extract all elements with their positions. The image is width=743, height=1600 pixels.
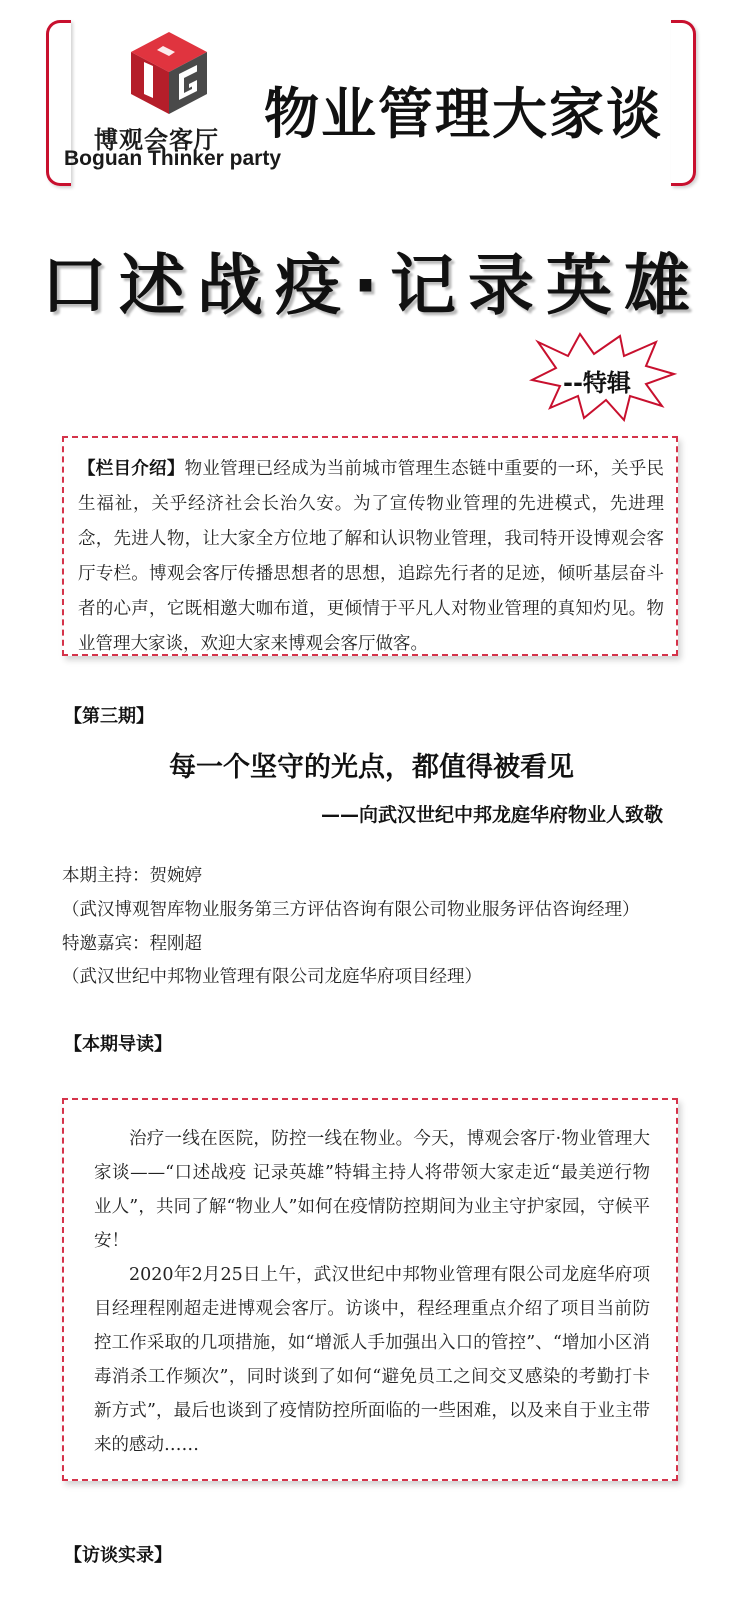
guide-paragraph: 治疗一线在医院，防控一线在物业。今天，博观会客厅·物业管理大家谈——“口述战疫 记录英雄”特辑主持人将带领大家走近“最美逆行物业人”，共同了解“物业人”如何在疫情防控期间为业主守护家园，守候平安！ bbox=[94, 1129, 650, 1251]
guide-box bbox=[62, 1098, 678, 1481]
header-bracket-right bbox=[671, 20, 696, 186]
column-title: 物业管理大家谈 bbox=[264, 82, 664, 146]
host-line: 本期主持：贺婉婷 bbox=[62, 866, 202, 886]
logo-cube-icon bbox=[129, 32, 209, 114]
guide-paragraph: 2020年2月25日上午，武汉世纪中邦物业管理有限公司龙庭华府项目经理程刚超走进博观会客厅。访谈中，程经理重点介绍了项目当前防控工作采取的几项措施，如“增派人手加强出入口的管控”、“增加小区消毒消杀工作频次”，同时谈到了如何“避免员工之间交叉感染的考勤打卡新方式”，最后也谈到了疫情防控所面临的一些困难，以及来自于业主带来的感动…… bbox=[94, 1265, 650, 1455]
guest-org-line: （武汉世纪中邦物业管理有限公司龙庭华府项目经理） bbox=[62, 967, 482, 987]
special-edition-label: --特辑 bbox=[563, 369, 631, 397]
issue-label: 【第三期】 bbox=[64, 706, 154, 727]
logo bbox=[64, 32, 284, 182]
guest-line: 特邀嘉宾：程刚超 bbox=[62, 934, 202, 954]
intro-text: 物业管理已经成为当前城市管理生态链中重要的一环，关乎民生福祉，关乎经济社会长治久安。为了宣传物业管理的先进模式，先进理念，先进人物，让大家全方位地了解和认识物业管理，我司特开设博观会客厅专栏。博观会客厅传播思想者的思想，追踪先行者的足迹，倾听基层奋斗者的心声，它既相邀大咖布道，更倾情于平凡人对物业管理的真知灼见。物业管理大家谈，欢迎大家来博观会客厅做客。 bbox=[78, 459, 664, 654]
intro-text-block bbox=[78, 452, 664, 662]
intro-box bbox=[62, 436, 678, 656]
issue-title: 每一个坚守的光点，都值得被看见 bbox=[169, 752, 574, 783]
guide-label: 【本期导读】 bbox=[64, 1034, 172, 1055]
intro-label: 【栏目介绍】 bbox=[78, 459, 185, 479]
host-org-line: （武汉博观智库物业服务第三方评估咨询有限公司物业服务评估咨询经理） bbox=[62, 900, 640, 920]
logo-text-cn: 博观会客厅 bbox=[94, 126, 219, 154]
logo-text-en: Boguan Thinker party bbox=[64, 147, 282, 170]
record-label: 【访谈实录】 bbox=[64, 1545, 172, 1566]
main-heading: 口述战疫·记录英雄 bbox=[40, 247, 703, 324]
issue-subtitle: ——向武汉世纪中邦龙庭华府物业人致敬 bbox=[320, 804, 663, 826]
